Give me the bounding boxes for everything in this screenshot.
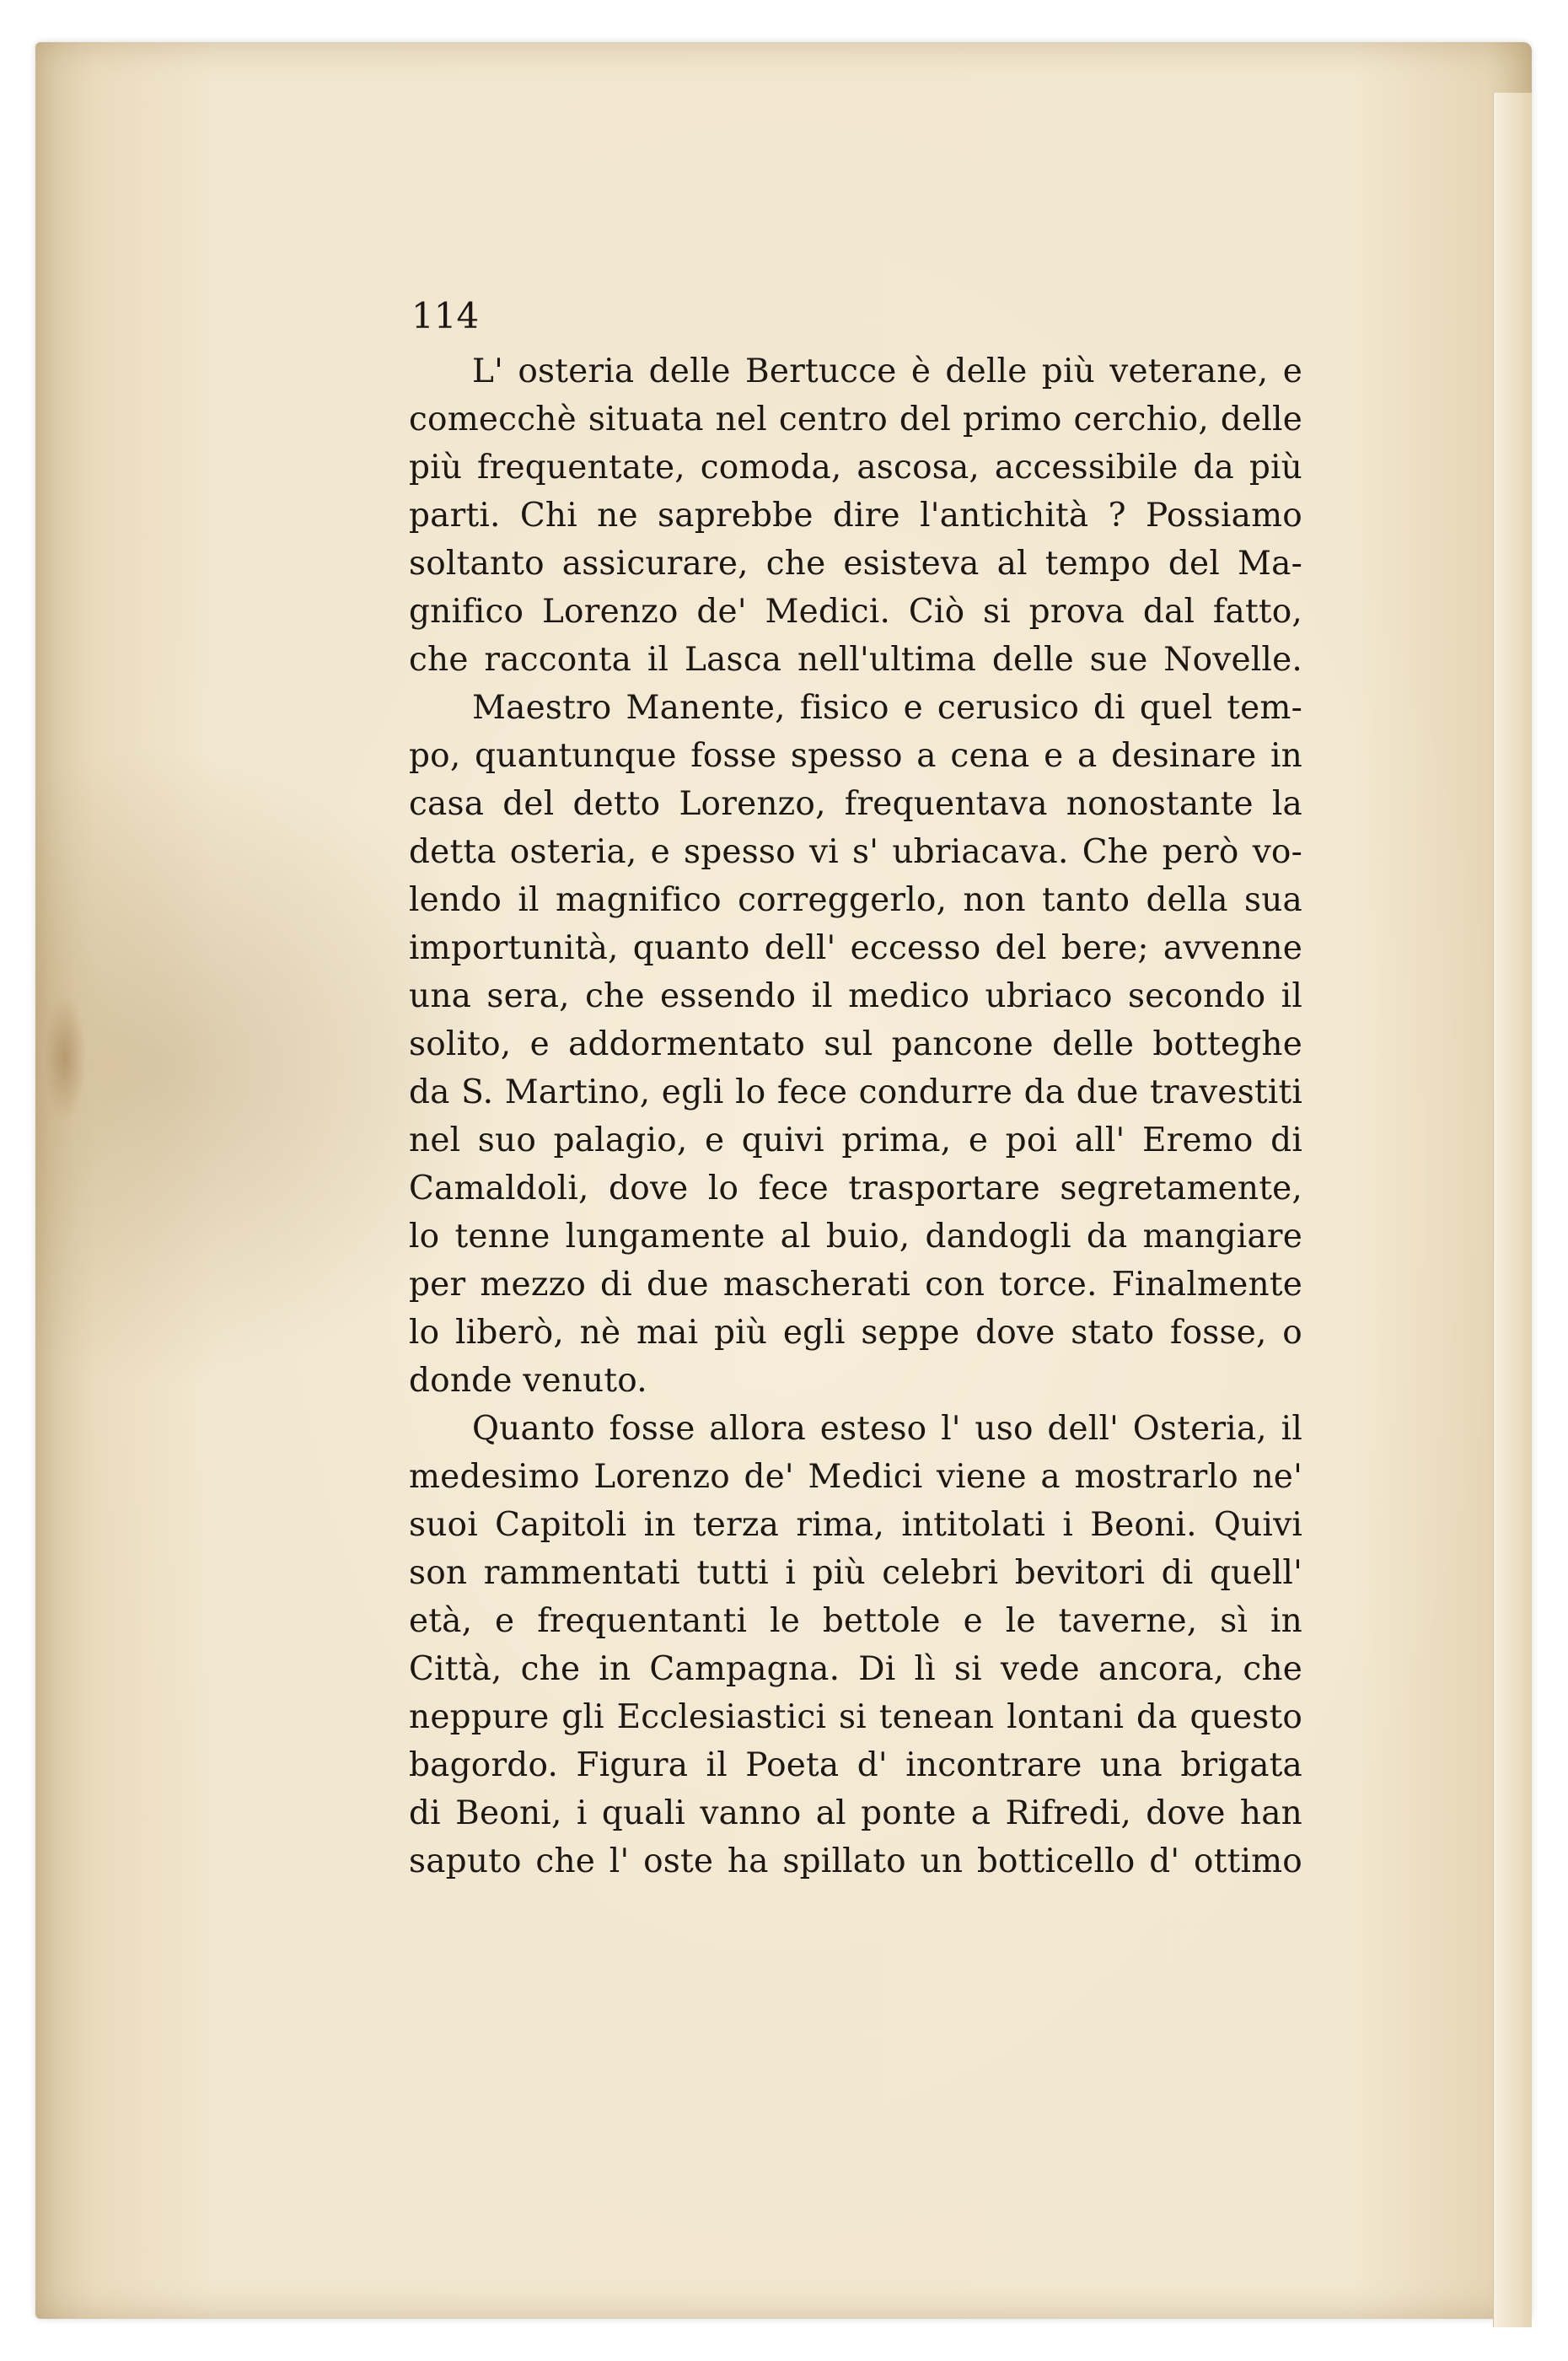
text-line: importunità, quanto dell' eccesso del bere; avvenne — [409, 929, 1302, 967]
text-line: per mezzo di due mascherati con torce. Finalmente — [409, 1266, 1302, 1304]
text-line: più frequentate, comoda, ascosa, accessibile da più — [409, 449, 1302, 487]
text-line: Città, che in Campagna. Di lì si vede ancora, che — [409, 1650, 1302, 1688]
text-line: lo liberò, nè mai più egli seppe dove stato fosse, o — [409, 1314, 1302, 1352]
text-line: donde venuto. — [409, 1362, 647, 1400]
text-line: po, quantunque fosse spesso a cena e a desinare in — [409, 737, 1302, 775]
text-line: nel suo palagio, e quivi prima, e poi all' Eremo di — [409, 1121, 1302, 1159]
text-line: comecchè situata nel centro del primo cerchio, delle — [409, 401, 1302, 438]
text-line: lendo il magnifico correggerlo, non tanto della sua — [409, 881, 1302, 919]
text-line: bagordo. Figura il Poeta d' incontrare una brigata — [409, 1746, 1302, 1784]
paper-stain — [44, 995, 86, 1121]
paragraph — [409, 347, 1302, 684]
text-line: lo tenne lungamente al buio, dandogli da mangiare — [409, 1218, 1302, 1256]
paragraph — [409, 1405, 1302, 1885]
text-line: da S. Martino, egli lo fece condurre da due travestiti — [409, 1073, 1302, 1111]
text-line: di Beoni, i quali vanno al ponte a Rifredi, dove han — [409, 1794, 1302, 1832]
text-line: Camaldoli, dove lo fece trasportare segretamente, — [409, 1170, 1302, 1207]
text-line: medesimo Lorenzo de' Medici viene a mostrarlo ne' — [409, 1458, 1302, 1496]
text-line: detta osteria, e spesso vi s' ubriacava. Che però vo- — [409, 833, 1302, 871]
text-line: gnifico Lorenzo de' Medici. Ciò si prova dal fatto, — [409, 593, 1302, 631]
text-line: Maestro Manente, fisico e cerusico di quel tem- — [472, 689, 1302, 727]
text-body — [409, 299, 1302, 1885]
text-line: son rammentati tutti i più celebri bevitori di quell' — [409, 1554, 1302, 1592]
page-number: 114 — [411, 295, 480, 336]
text-line: età, e frequentanti le bettole e le taverne, sì in — [409, 1602, 1302, 1640]
paper-edge — [1493, 93, 1532, 2327]
text-line: parti. Chi ne saprebbe dire l'antichità ? Possiamo — [409, 497, 1302, 535]
text-line: soltanto assicurare, che esisteva al tempo del Ma- — [409, 545, 1302, 583]
text-line: saputo che l' oste ha spillato un botticello d' ottimo — [409, 1842, 1302, 1880]
text-line: che racconta il Lasca nell'ultima delle sue Novelle. — [409, 641, 1302, 679]
paragraph — [409, 684, 1302, 1405]
text-line: casa del detto Lorenzo, frequentava nonostante la — [409, 785, 1302, 823]
text-line: una sera, che essendo il medico ubriaco secondo il — [409, 977, 1302, 1015]
text-line: neppure gli Ecclesiastici si tenean lontani da questo — [409, 1698, 1302, 1736]
text-line: L' osteria delle Bertucce è delle più veterane, e — [472, 352, 1302, 390]
text-line: solito, e addormentato sul pancone delle botteghe — [409, 1025, 1302, 1063]
text-line: suoi Capitoli in terza rima, intitolati i Beoni. Quivi — [409, 1506, 1302, 1544]
text-line: Quanto fosse allora esteso l' uso dell' Osteria, il — [472, 1410, 1302, 1448]
